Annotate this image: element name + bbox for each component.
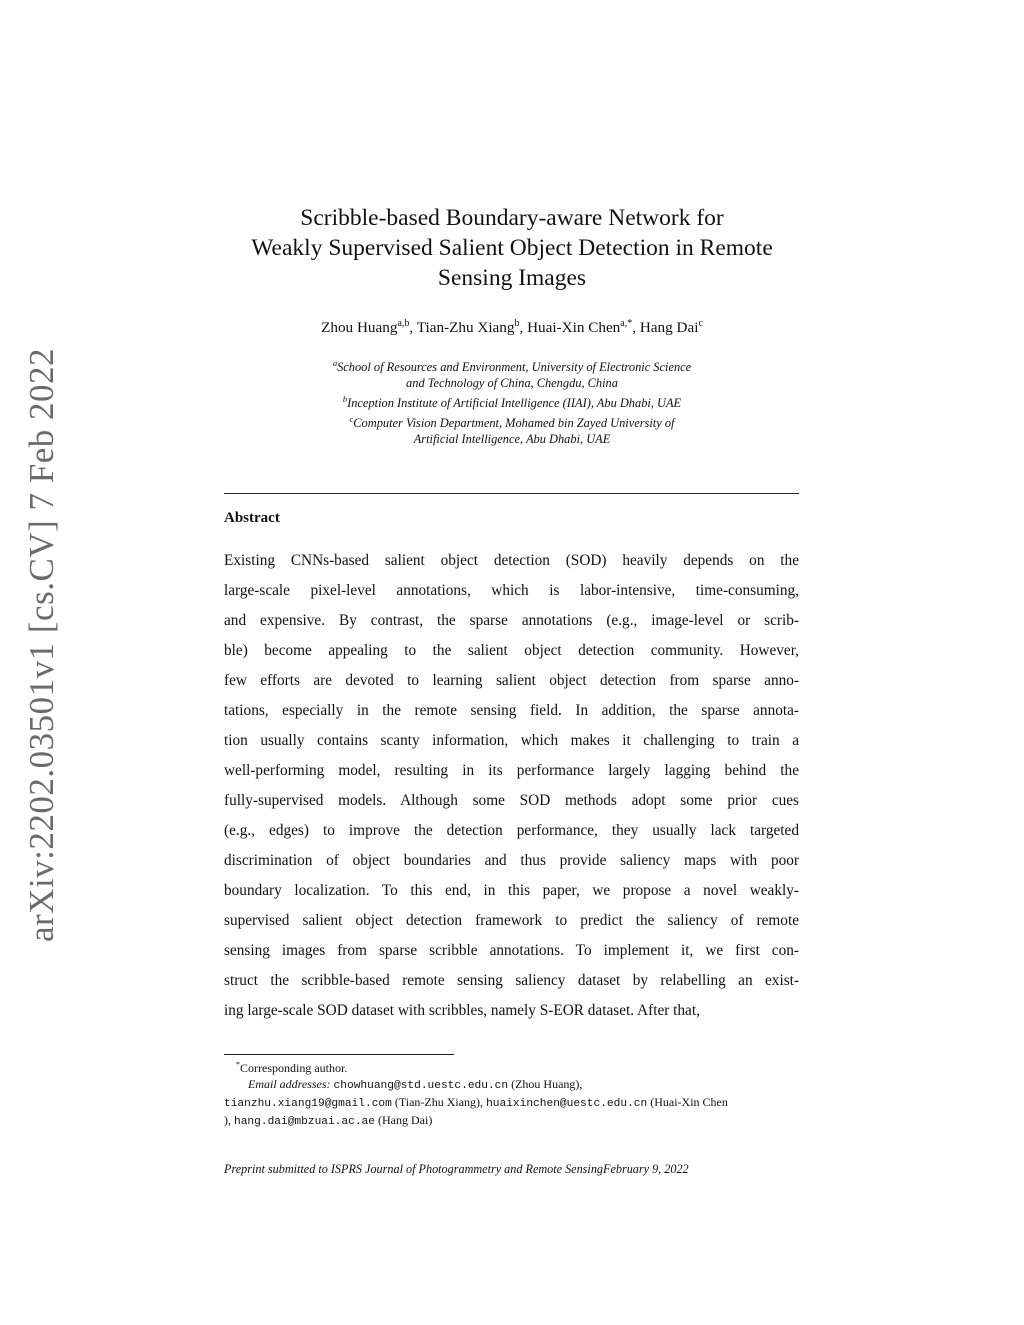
author-name: Zhou Huang	[321, 319, 398, 337]
email-owner: (Tian-Zhu Xiang),	[391, 1095, 487, 1109]
affiliation-text: Inception Institute of Artificial Intelligence (IIAI), Abu Dhabi, UAE	[347, 396, 682, 411]
affiliation-line	[200, 431, 824, 447]
title-line: Weakly Supervised Salient Object Detection in Remote	[251, 235, 773, 261]
title-line: Sensing Images	[437, 265, 587, 291]
abstract-line-text: tion usually contains scanty information, which makes it challenging to train a	[224, 732, 799, 749]
author-affil-mark: a,b	[397, 318, 410, 329]
email-owner-tail: ),	[224, 1113, 234, 1127]
abstract-top-rule	[224, 493, 799, 494]
author-name: Huai-Xin Chen	[527, 319, 621, 337]
footnote-emails-line-3	[224, 1112, 804, 1130]
abstract-line-text: few efforts are devoted to learning salient object detection from sparse anno-	[224, 672, 799, 689]
abstract-line-text: fully-supervised models. Although some SOD methods adopt some prior cues	[224, 792, 799, 809]
abstract-line	[224, 936, 799, 966]
author-affil-mark: a,*	[620, 318, 633, 329]
author-affil-mark: b	[514, 318, 520, 329]
author-list	[180, 318, 844, 337]
affiliation-text: Artificial Intelligence, Abu Dhabi, UAE	[413, 432, 611, 447]
affiliation-mark: b	[342, 394, 348, 405]
email-link[interactable]: tianzhu.xiang19@gmail.com	[224, 1098, 392, 1110]
abstract-line	[224, 606, 799, 636]
affiliation-mark: a	[332, 358, 338, 368]
abstract-heading: Abstract	[224, 510, 280, 526]
abstract-line-text: boundary localization. To this end, in this paper, we propose a novel weakly-	[224, 882, 799, 899]
abstract-line	[224, 846, 799, 876]
author-name: Tian-Zhu Xiang	[416, 319, 515, 337]
abstract-line	[224, 906, 799, 936]
email-owner: (Huai-Xin Chen	[647, 1095, 728, 1109]
abstract-line	[224, 786, 799, 816]
footnote-star: *	[236, 1060, 240, 1069]
affiliation-text: Computer Vision Department, Mohamed bin Zayed University of	[353, 416, 675, 431]
abstract-line	[224, 996, 799, 1026]
title-line: Scribble-based Boundary-aware Network for	[300, 205, 724, 231]
corresponding-text: Corresponding author.	[240, 1061, 348, 1075]
email-label: Email addresses:	[248, 1077, 331, 1091]
abstract-line-text: (e.g., edges) to improve the detection performance, they usually lack targeted	[224, 822, 799, 839]
abstract-line-text: ble) become appealing to the salient object detection community. However,	[224, 642, 799, 659]
abstract-line	[224, 696, 799, 726]
email-owner: (Hang Dai)	[375, 1113, 433, 1127]
abstract-line-text: Existing CNNs-based salient object detection (SOD) heavily depends on the	[224, 552, 799, 569]
footnote-corresponding	[224, 1057, 804, 1076]
abstract-line	[224, 726, 799, 756]
email-owner: (Zhou Huang),	[508, 1077, 583, 1091]
abstract-line	[224, 546, 799, 576]
paper-title	[200, 203, 824, 293]
affiliation-text: and Technology of China, Chengdu, China	[406, 376, 618, 391]
abstract-line-text: struct the scribble-based remote sensing saliency dataset by relabelling an exist-	[224, 972, 799, 989]
footnote-rule	[224, 1054, 454, 1055]
abstract-line-text: and expensive. By contrast, the sparse annotations (e.g., image-level or scrib-	[224, 612, 799, 629]
abstract-line-text: well-performing model, resulting in its performance largely lagging behind the	[224, 762, 799, 779]
affiliation-text: School of Resources and Environment, University of Electronic Science	[337, 360, 692, 375]
author-affil-mark: c	[698, 318, 703, 329]
abstract-line-text: discrimination of object boundaries and thus provide saliency maps with poor	[224, 852, 799, 869]
abstract-line	[224, 756, 799, 786]
arxiv-stamp: arXiv:2202.03501v1 [cs.CV] 7 Feb 2022	[22, 347, 61, 943]
author-separator: ,	[519, 319, 528, 337]
abstract-line-text: large-scale pixel-level annotations, which is labor-intensive, time-consuming,	[224, 582, 799, 599]
affiliation-line	[200, 355, 824, 375]
abstract-line-text: ing large-scale SOD dataset with scribbles, namely S-EOR dataset. After that,	[224, 1002, 700, 1019]
abstract-line-text: sensing images from sparse scribble annotations. To implement it, we first con-	[224, 942, 799, 959]
author-separator: ,	[409, 319, 417, 337]
affiliation-line	[200, 391, 824, 411]
abstract-line	[224, 636, 799, 666]
abstract-line	[224, 876, 799, 906]
abstract-line-text: supervised salient object detection framework to predict the saliency of remote	[224, 912, 799, 929]
abstract-line-text: tations, especially in the remote sensing field. In addition, the sparse annota-	[224, 702, 799, 719]
email-link[interactable]: huaixinchen@uestc.edu.cn	[486, 1098, 648, 1110]
abstract-line	[224, 576, 799, 606]
affiliations	[200, 355, 824, 447]
affiliation-line	[200, 375, 824, 391]
author-name: Hang Dai	[639, 319, 699, 337]
email-link[interactable]: chowhuang@std.uestc.edu.cn	[333, 1080, 509, 1092]
affiliation-line	[200, 411, 824, 431]
footnote	[224, 1057, 804, 1130]
abstract-line	[224, 816, 799, 846]
author-separator: ,	[632, 319, 640, 337]
footnote-emails-line-2	[224, 1094, 804, 1112]
footnote-emails-line-1	[224, 1076, 804, 1094]
abstract-line	[224, 966, 799, 996]
affiliation-mark: c	[349, 414, 354, 425]
abstract-line	[224, 666, 799, 696]
email-link[interactable]: hang.dai@mbzuai.ac.ae	[234, 1116, 375, 1128]
abstract-body	[224, 546, 799, 1026]
preprint-note: Preprint submitted to ISPRS Journal of Photogrammetry and Remote SensingFebruary 9, 2022	[224, 1162, 689, 1176]
